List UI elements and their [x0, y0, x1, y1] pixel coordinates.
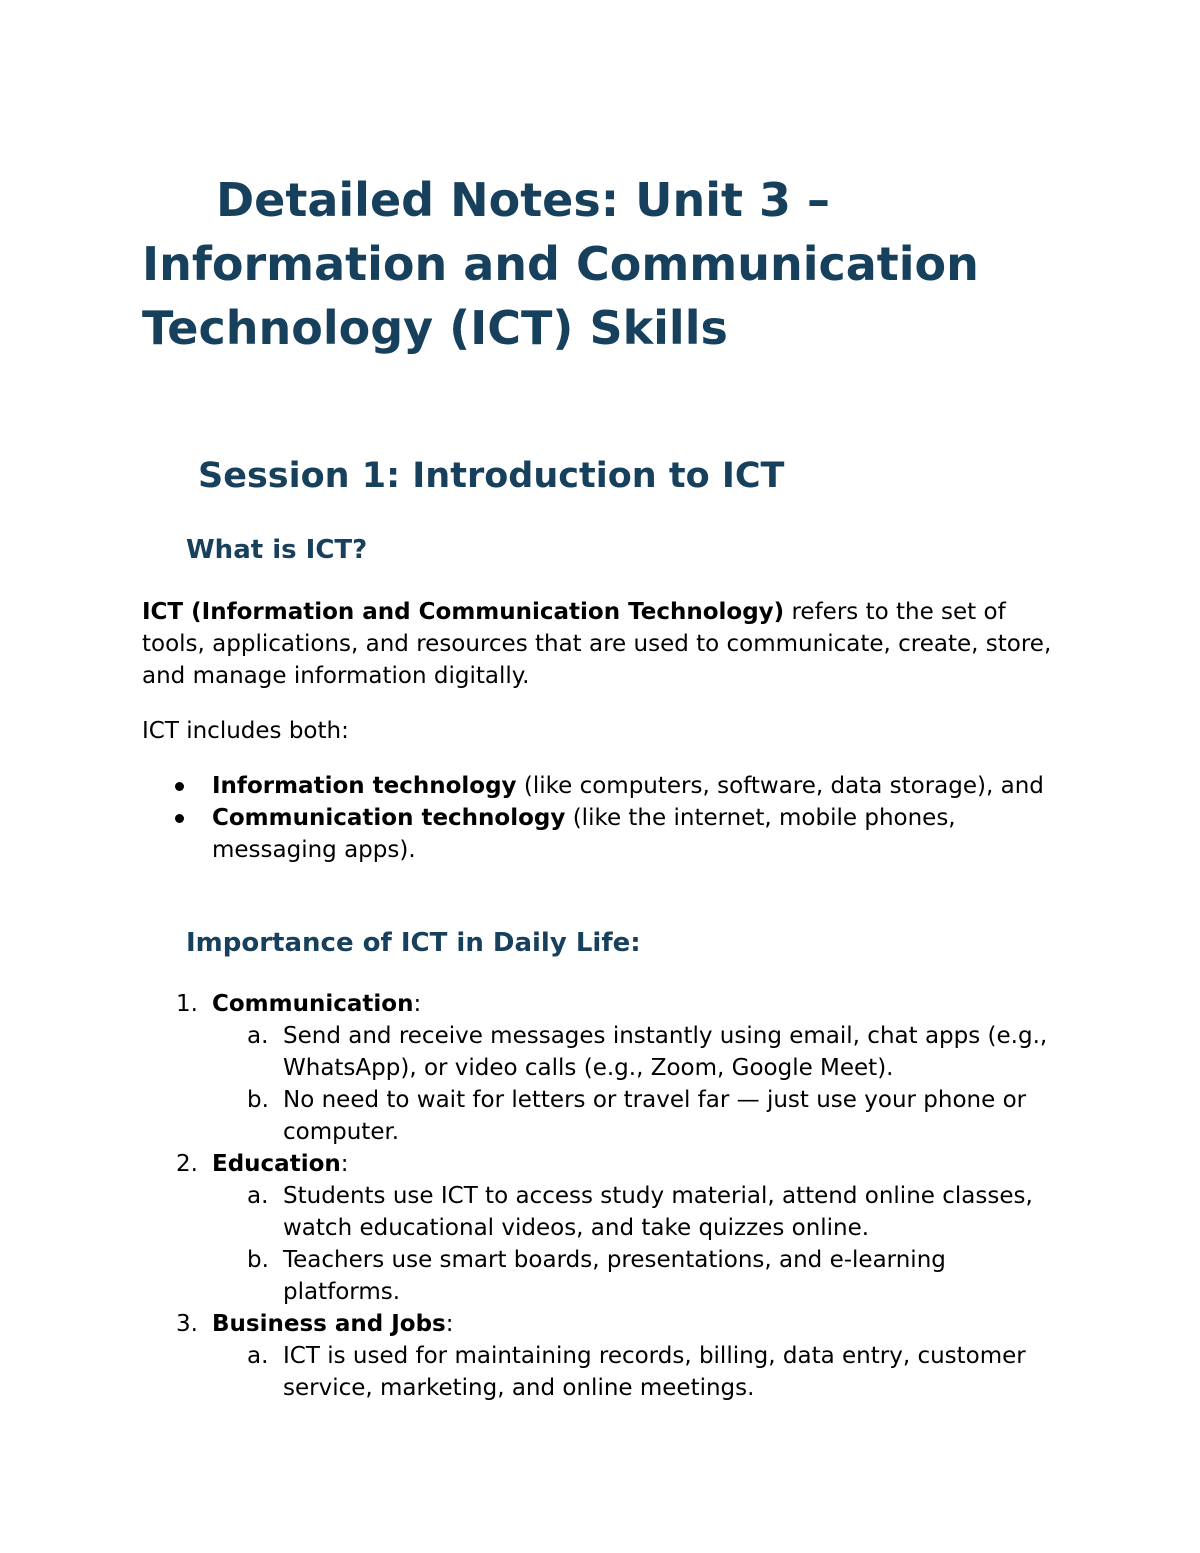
list-item-colon: : — [413, 991, 422, 1017]
list-item-label: Business and Jobs — [212, 1311, 446, 1337]
document-title: Detailed Notes: Unit 3 – Information and Communication Technology (ICT) Skills — [142, 173, 979, 355]
sub-list-text: Teachers use smart boards, presentations, and e-learning platforms. — [283, 1247, 946, 1305]
list-number: 3. — [176, 1311, 198, 1337]
list-item-colon: : — [340, 1151, 349, 1177]
list-item — [142, 988, 1062, 1148]
sub-list-letter: a. — [247, 1183, 269, 1209]
sub-list-item — [212, 1244, 1062, 1308]
list-number: 2. — [176, 1151, 198, 1177]
list-item-term: Communication technology — [212, 805, 566, 831]
sub-list-text: Students use ICT to access study material, attend online classes, watch educational videos, and take quizzes online. — [283, 1183, 1033, 1241]
sub-list — [212, 1180, 1062, 1308]
session-heading: Session 1: Introduction to ICT — [198, 456, 785, 496]
importance-list — [142, 988, 1062, 1404]
sub-list-text: Send and receive messages instantly using email, chat apps (e.g., WhatsApp), or video calls (e.g., Zoom, Google Meet). — [283, 1023, 1048, 1081]
list-number: 1. — [176, 991, 198, 1017]
importance-heading: Importance of ICT in Daily Life: — [186, 928, 641, 958]
list-item-text: (like computers, software, data storage), and — [516, 773, 1044, 799]
list-item-label: Education — [212, 1151, 341, 1177]
sub-list — [212, 1340, 1062, 1404]
sub-list-text: No need to wait for letters or travel far — just use your phone or computer. — [283, 1087, 1027, 1145]
list-item — [142, 1148, 1062, 1308]
list-item — [142, 1308, 1062, 1404]
bullet-icon — [175, 814, 184, 823]
list-item-colon: : — [445, 1311, 454, 1337]
ict-includes-list — [142, 770, 1062, 866]
bullet-icon — [175, 782, 184, 791]
sub-list-text: ICT is used for maintaining records, billing, data entry, customer service, marketing, and online meetings. — [283, 1343, 1026, 1401]
sub-list-letter: a. — [247, 1023, 269, 1049]
list-item-term: Information technology — [212, 773, 517, 799]
sub-list-letter: b. — [247, 1087, 269, 1113]
list-item — [142, 770, 1062, 802]
list-item-label: Communication — [212, 991, 414, 1017]
sub-list-letter: b. — [247, 1247, 269, 1273]
ict-definition — [142, 596, 1062, 692]
sub-list-item — [212, 1084, 1062, 1148]
sub-list-letter: a. — [247, 1343, 269, 1369]
ict-definition-text: refers to the set of tools, applications, and resources that are used to communicate, create, store, and manage information digitally. — [142, 599, 1052, 689]
sub-list-item — [212, 1340, 1062, 1404]
sub-list — [212, 1020, 1062, 1148]
list-item-text: (like the internet, mobile phones, messaging apps). — [212, 805, 956, 863]
sub-list-item — [212, 1020, 1062, 1084]
ict-includes-intro: ICT includes both: — [142, 718, 349, 744]
ict-definition-term: ICT (Information and Communication Technology) — [142, 599, 785, 625]
list-item — [142, 802, 1062, 866]
what-is-ict-heading: What is ICT? — [186, 535, 368, 565]
sub-list-item — [212, 1180, 1062, 1244]
